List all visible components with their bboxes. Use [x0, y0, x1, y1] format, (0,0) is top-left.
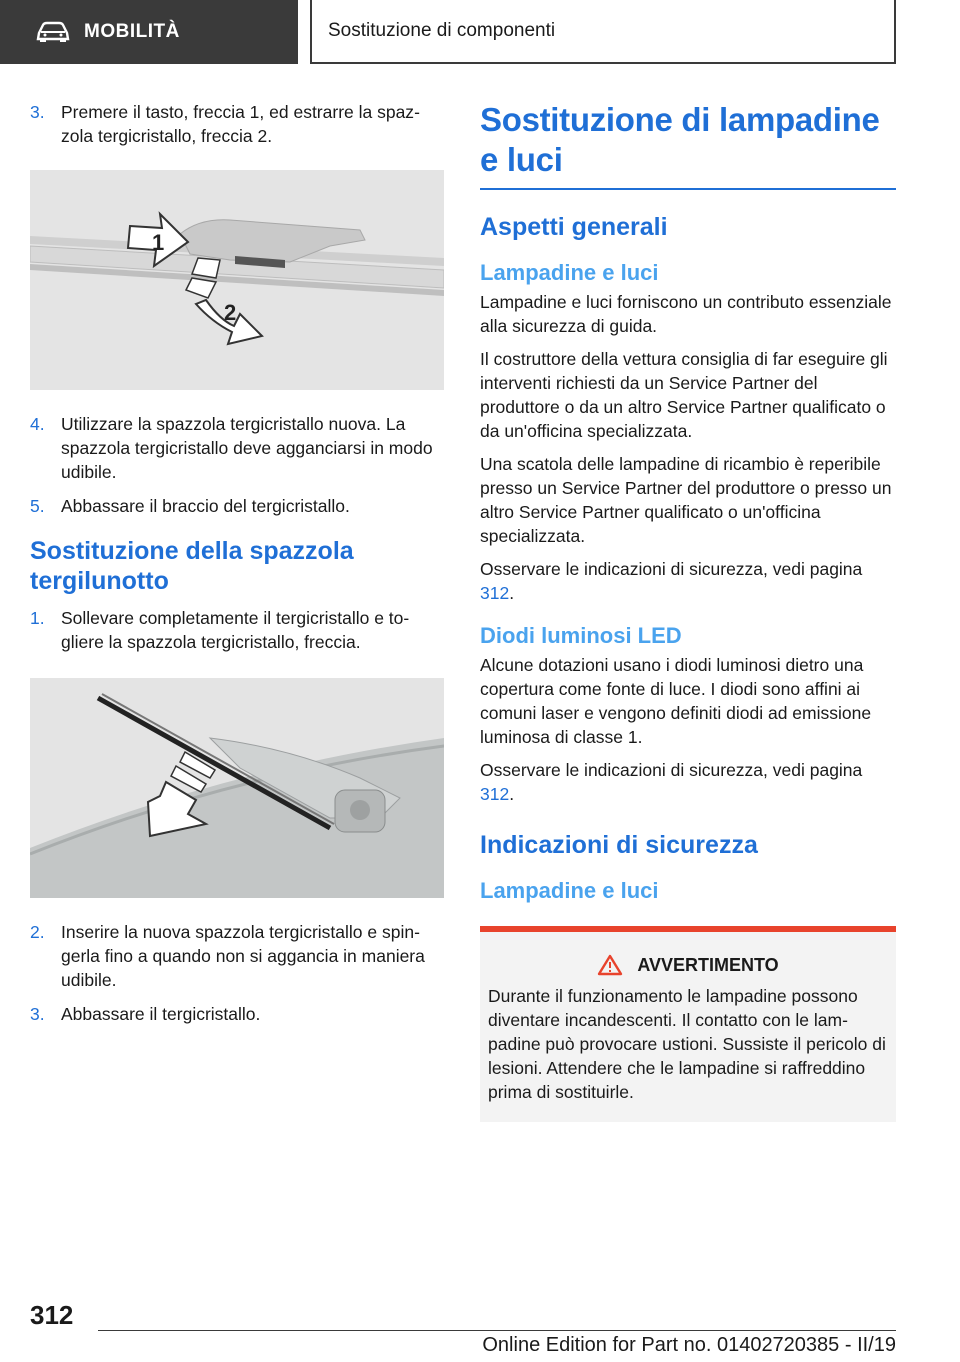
- right-column: [480, 100, 896, 1122]
- step-item: [30, 1002, 444, 1026]
- step-item: [30, 412, 444, 484]
- warning-title: AVVERTIMENTO: [637, 954, 779, 975]
- figure-label-2: 2: [224, 300, 237, 325]
- car-icon: [36, 21, 70, 43]
- paragraph: Alcune dotazioni usano i diodi luminosi dietro una copertura come fonte di luce. I diodi sono affini ai comuni laser e vengono definiti diodi ad emissione luminosa di classe 1.: [480, 655, 872, 747]
- title-divider: [480, 188, 896, 190]
- warning-box: [480, 926, 896, 1122]
- header-section-tab: [0, 0, 298, 64]
- warning-header: [488, 954, 888, 976]
- step-number: 5.: [30, 496, 45, 516]
- subheading-lamps: Lampadine e luci: [480, 260, 659, 285]
- page-link[interactable]: 312: [480, 583, 510, 603]
- footer-divider: [98, 1330, 896, 1331]
- paragraph: Il costruttore della vettura consiglia di far eseguire gli interventi richiesti da un Service Partner del produttore o da un altro Service Partner qualificato o da un'officina specializzata.: [480, 349, 888, 441]
- subheading-led: Diodi luminosi LED: [480, 623, 682, 648]
- step-text: Premere il tasto, freccia 1, ed estrarre la spazzola tergicristallo, freccia 2.: [61, 102, 420, 146]
- step-item: [30, 606, 444, 654]
- heading-safety: Indicazioni di sicurezza: [480, 831, 758, 859]
- step-number: 4.: [30, 414, 45, 434]
- paragraph-text: Osservare le indicazioni di sicurezza, vedi pagina: [480, 559, 863, 579]
- paragraph: Una scatola delle lampadine di ricambio è reperibile presso un Service Partner del produttore o presso un altro Service Partner qualificato o un'officina specializzata.: [480, 454, 892, 546]
- page-number: 312: [30, 1300, 74, 1330]
- footer-edition: Online Edition for Part no. 01402720385 - II/19: [482, 1334, 896, 1356]
- left-column: [30, 100, 444, 1036]
- rear-wiper-figure: [30, 678, 444, 898]
- step-number: 3.: [30, 102, 45, 122]
- step-text: Sollevare completamente il tergicristallo e togliere la spazzola tergicristallo, freccia.: [61, 608, 410, 652]
- paragraph-text: .: [509, 784, 515, 804]
- section-heading-rear-wiper: Sostituzione della spazzola tergilunotto: [30, 537, 354, 595]
- paragraph-text: Osservare le indicazioni di sicurezza, vedi pagina: [480, 760, 863, 780]
- warning-triangle-icon: [597, 954, 623, 976]
- heading-general: Aspetti generali: [480, 213, 668, 241]
- step-number: 1.: [30, 608, 45, 628]
- step-item: [30, 494, 444, 518]
- step-item: [30, 920, 444, 992]
- subheading-safety-lamps: Lampadine e luci: [480, 878, 659, 903]
- paragraph-with-link: [480, 557, 896, 605]
- figure-label-1: 1: [152, 230, 165, 255]
- header-section-label: MOBILITÀ: [84, 21, 180, 42]
- warning-text: Durante il funzionamento le lampadine possono diventare incandescenti. Il contatto con le lampadine può provocare ustioni. Sussiste il pericolo di lesioni. Attendere che le lampadine si raffreddino prima di sostituirle.: [488, 986, 886, 1102]
- paragraph-with-link: [480, 758, 896, 806]
- header-chapter-label: Sostituzione di componenti: [328, 20, 556, 41]
- page-title: Sostituzione di lampadine e luci: [480, 101, 880, 178]
- step-number: 3.: [30, 1004, 45, 1024]
- paragraph-text: .: [509, 583, 515, 603]
- step-number: 2.: [30, 922, 45, 942]
- step-text: Utilizzare la spazzola tergicristallo nuova. La spazzola tergicristallo deve agganciarsi in modo udibile.: [61, 414, 433, 482]
- header-chapter: [310, 0, 896, 64]
- step-text: Abbassare il braccio del tergicristallo.: [61, 496, 350, 516]
- step-text: Abbassare il tergicristallo.: [61, 1004, 261, 1024]
- wiper-blade-release-figure: [30, 170, 444, 390]
- paragraph: Lampadine e luci forniscono un contributo essenziale alla sicurezza di guida.: [480, 292, 892, 336]
- step-item: [30, 100, 444, 148]
- step-text: Inserire la nuova spazzola tergicristallo e spingerla fino a quando non si aggancia in maniera udibile.: [61, 922, 425, 990]
- page-link[interactable]: 312: [480, 784, 510, 804]
